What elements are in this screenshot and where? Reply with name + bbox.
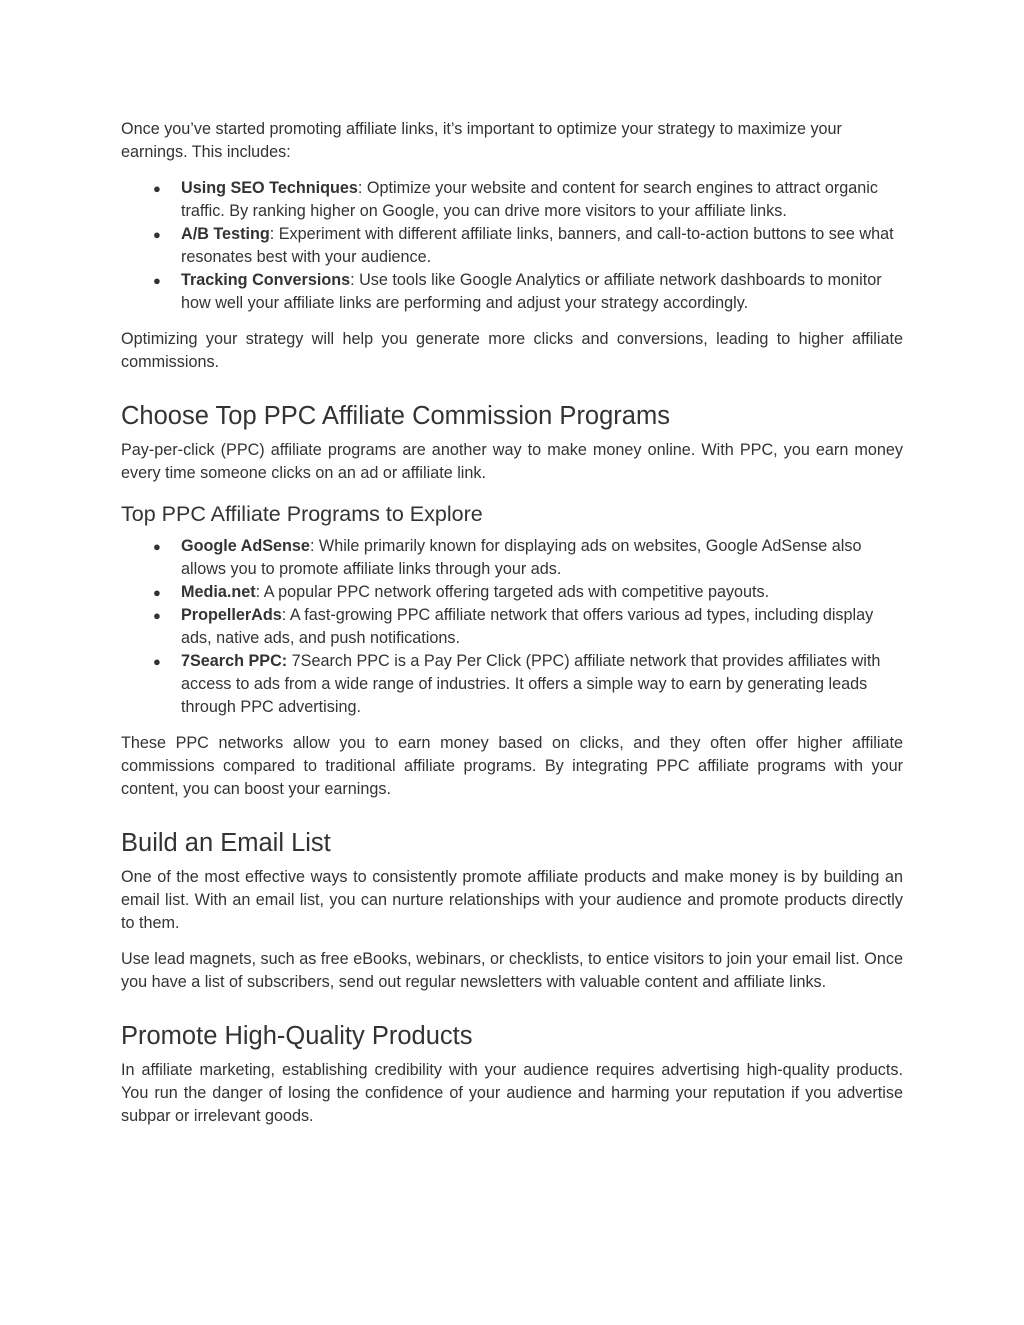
ppc-programs-list [121, 535, 903, 719]
list-item-text: : While primarily known for displaying ads on websites, Google AdSense also allows you to promote affiliate links through your ads. [181, 537, 862, 578]
list-item-text: : A fast-growing PPC affiliate network that offers various ad types, including display ads, native ads, and push notifications. [181, 606, 874, 647]
bullet-icon: ● [153, 181, 161, 196]
optimization-list [121, 177, 903, 315]
list-item-text: : Optimize your website and content for search engines to attract organic traffic. By ranking higher on Google, you can drive more visitors to your affiliate links. [181, 179, 878, 220]
list-item [121, 535, 903, 581]
email-paragraph-1: One of the most effective ways to consistently promote affiliate products and make money is by building an email list. With an email list, you can nurture relationships with your audience and promote products directly to them. [121, 868, 903, 932]
list-item [121, 650, 903, 719]
quality-paragraph: In affiliate marketing, establishing credibility with your audience requires advertising high-quality products. You run the danger of losing the confidence of your audience and harming your reputation if you advertise subpar or irrelevant goods. [121, 1061, 903, 1125]
list-item-text: : Experiment with different affiliate links, banners, and call-to-action buttons to see what resonates best with your audience. [181, 225, 894, 266]
optimization-summary: Optimizing your strategy will help you generate more clicks and conversions, leading to higher affiliate commissions. [121, 330, 903, 371]
list-item [121, 604, 903, 650]
list-item-term: 7Search PPC: [181, 652, 288, 670]
list-item-text: : A popular PPC network offering targeted ads with competitive payouts. [255, 583, 770, 601]
list-item-term: Tracking Conversions [181, 271, 351, 289]
ppc-subheading: Top PPC Affiliate Programs to Explore [121, 502, 483, 526]
list-item-text: : Use tools like Google Analytics or affiliate network dashboards to monitor how well your affiliate links are performing and adjust your strategy accordingly. [181, 271, 882, 312]
list-item-term: A/B Testing [181, 225, 270, 243]
quality-heading: Promote High-Quality Products [121, 1022, 473, 1050]
ppc-heading: Choose Top PPC Affiliate Commission Programs [121, 402, 670, 430]
email-heading: Build an Email List [121, 829, 331, 857]
bullet-icon: ● [153, 273, 161, 288]
ppc-intro-paragraph: Pay-per-click (PPC) affiliate programs are another way to make money online. With PPC, you earn money every time someone clicks on an ad or affiliate link. [121, 441, 903, 482]
list-item [121, 269, 903, 315]
intro-paragraph: Once you’ve started promoting affiliate links, it’s important to optimize your strategy to maximize your earnings. This includes: [121, 120, 842, 161]
ppc-summary-paragraph: These PPC networks allow you to earn money based on clicks, and they often offer higher affiliate commissions compared to traditional affiliate programs. By integrating PPC affiliate programs with your content, you can boost your earnings. [121, 734, 903, 798]
list-item-term: Using SEO Techniques [181, 179, 358, 197]
list-item-term: Media.net [181, 583, 256, 601]
list-item [121, 177, 903, 223]
email-paragraph-2: Use lead magnets, such as free eBooks, webinars, or checklists, to entice visitors to join your email list. Once you have a list of subscribers, send out regular newsletters with valuable content and affiliate links. [121, 950, 903, 991]
list-item [121, 581, 903, 604]
list-item-term: PropellerAds [181, 606, 282, 624]
list-item-term: Google AdSense [181, 537, 310, 555]
list-item-text: 7Search PPC is a Pay Per Click (PPC) affiliate network that provides affiliates with access to ads from a wide range of industries. It offers a simple way to earn by generating leads through PPC advertising. [181, 652, 881, 716]
bullet-icon: ● [153, 227, 161, 242]
list-item [121, 223, 903, 269]
bullet-icon: ● [153, 585, 161, 600]
bullet-icon: ● [153, 654, 161, 669]
bullet-icon: ● [153, 539, 161, 554]
bullet-icon: ● [153, 608, 161, 623]
document-content [121, 118, 903, 1141]
